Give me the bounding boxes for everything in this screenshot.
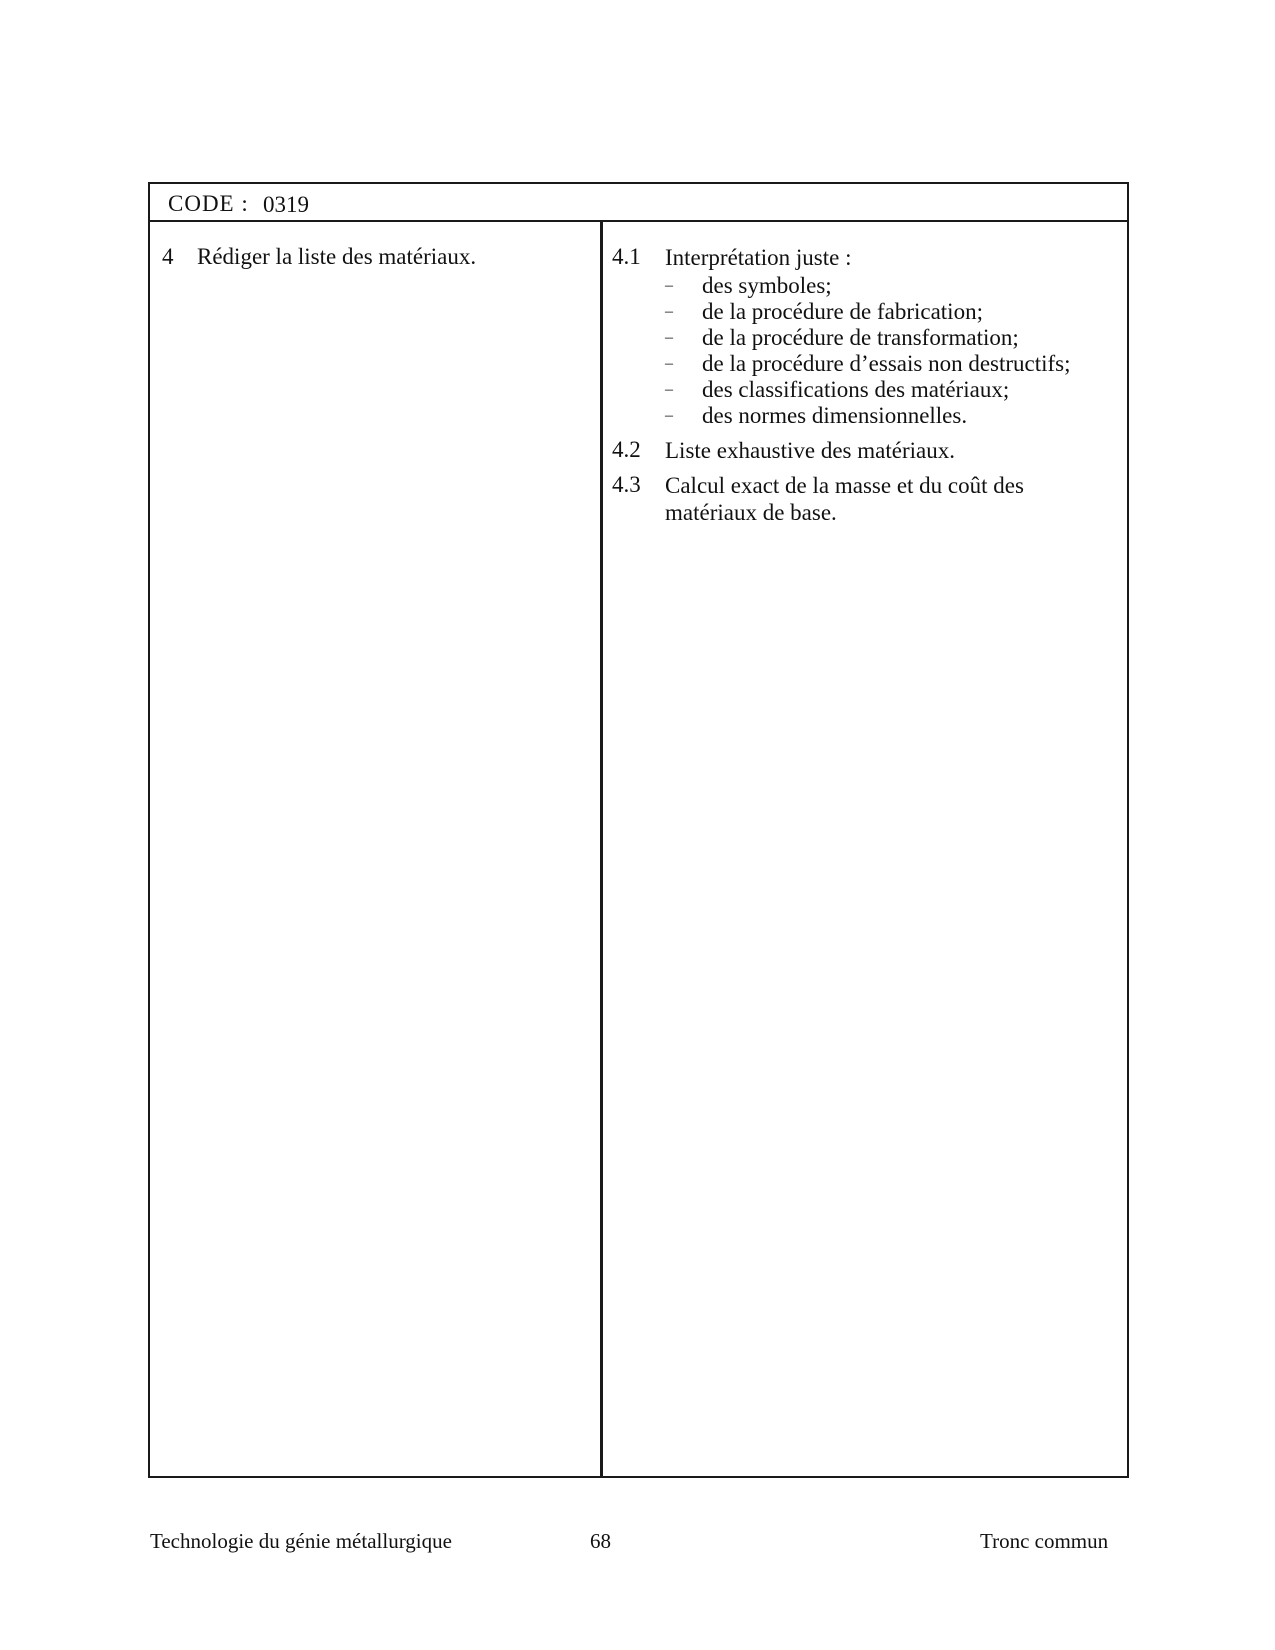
footer-section: Tronc commun: [980, 1529, 1109, 1553]
criterion-4-1: [612, 244, 1112, 429]
criterion-text: Calcul exact de la masse et du coût des matériaux de base.: [665, 473, 1024, 525]
criterion-sub-list: [665, 273, 1112, 429]
element-number: 4: [162, 244, 174, 269]
code-header-row: [150, 184, 1127, 222]
footer-program-title: Technologie du génie métallurgique: [150, 1529, 452, 1553]
code-label: CODE :: [168, 191, 249, 216]
performance-criteria-cell: [612, 244, 1112, 534]
column-divider: [600, 222, 603, 1476]
code-value: 0319: [263, 192, 309, 217]
competency-table: [148, 182, 1129, 1478]
criterion-text: Interprétation juste :: [665, 245, 852, 270]
dash-bullet: –: [665, 355, 673, 372]
list-item: – des symboles;: [665, 273, 832, 298]
dash-bullet: –: [665, 303, 673, 320]
criterion-number: 4.2: [612, 437, 641, 462]
criterion-number: 4.1: [612, 244, 641, 269]
criterion-4-3: [612, 472, 1112, 526]
dash-bullet: –: [665, 277, 673, 294]
dash-bullet: –: [665, 381, 673, 398]
dash-bullet: –: [665, 329, 673, 346]
dash-bullet: –: [665, 407, 673, 424]
criterion-4-2: [612, 437, 1112, 464]
list-item: – de la procédure de fabrication;: [665, 299, 983, 324]
element-text: Rédiger la liste des matériaux.: [197, 244, 477, 269]
footer-page-number: 68: [590, 1529, 611, 1553]
list-item: – des classifications des matériaux;: [665, 377, 1010, 402]
list-item: – de la procédure de transformation;: [665, 325, 1019, 350]
criterion-text: Liste exhaustive des matériaux.: [665, 438, 955, 463]
list-item: – de la procédure d’essais non destructifs;: [665, 351, 1071, 376]
list-item: – des normes dimensionnelles.: [665, 403, 968, 428]
criterion-number: 4.3: [612, 472, 641, 497]
